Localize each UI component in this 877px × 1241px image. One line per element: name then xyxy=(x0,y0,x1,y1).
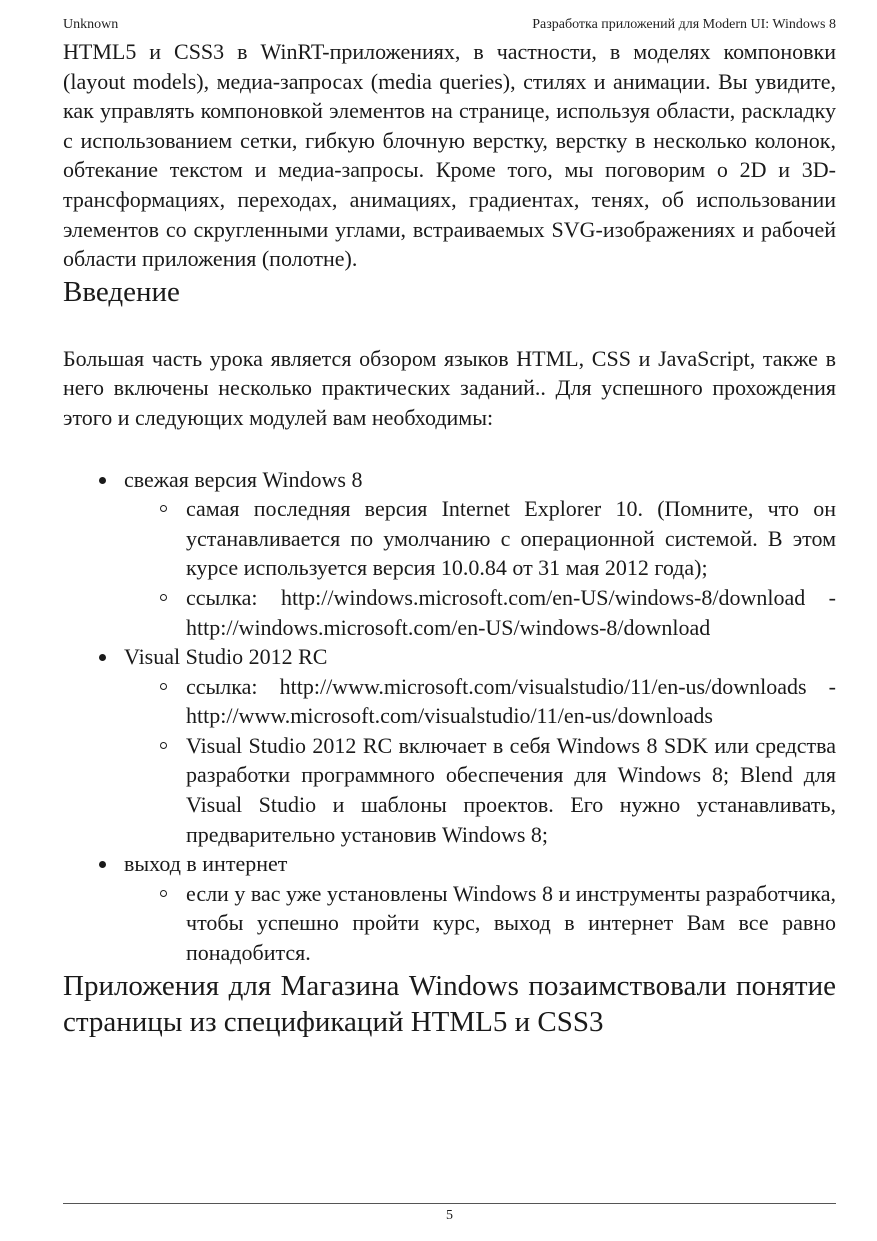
document-page xyxy=(63,0,836,1241)
bullet-circle-icon xyxy=(160,742,167,749)
sub-list-item xyxy=(186,731,836,849)
sub-list xyxy=(124,494,836,642)
list-item xyxy=(63,465,836,643)
section-heading-store-apps: Приложения для Магазина Windows позаимствовали понятие страницы из спецификаций HTML5 и CSS3 xyxy=(63,969,836,1038)
bullet-circle-icon xyxy=(160,594,167,601)
intro-paragraph: HTML5 и CSS3 в WinRT-приложениях, в частности, в моделях компоновки (layout models), медиа-запросах (media queries), стилях и анимации. Вы увидите, как управлять компоновкой элементов на странице, используя области, раскладку с использованием сетки, гибкую блочную верстку, верстку в несколько колонок, обтекание текстом и медиа-запросы. Кроме того, мы поговорим о 2D и 3D-трансформациях, переходах, анимациях, градиентах, тенях, об использовании элементов со скругленными углами, встраиваемых SVG-изображениях и рабочей области приложения (полотне). xyxy=(63,39,836,272)
sub-list-item-text: если у вас уже установлены Windows 8 и инструменты разработчика, чтобы успешно пройти курс, выход в интернет Вам все равно понадобится. xyxy=(186,880,836,966)
header-course-title: Разработка приложений для Modern UI: Windows 8 xyxy=(532,17,836,32)
list-item-label: Visual Studio 2012 RC xyxy=(124,644,328,670)
bullet-disc-icon xyxy=(99,861,106,868)
introduction-paragraph: Большая часть урока является обзором языков HTML, CSS и JavaScript, также в него включены несколько практических заданий.. Для успешного прохождения этого и следующих модулей вам необходимы: xyxy=(63,345,836,430)
sub-list-item-text: Visual Studio 2012 RC включает в себя Windows 8 SDK или средства разработки программного обеспечения для Windows 8; Blend для Visual Studio и шаблоны проектов. Его нужно устанавливать, предварительно установив Windows 8; xyxy=(186,732,836,847)
header-author: Unknown xyxy=(63,17,119,32)
list-item xyxy=(63,849,836,967)
requirements-list xyxy=(63,465,836,968)
bullet-circle-icon xyxy=(160,505,167,512)
sub-list-item-text: ссылка: http://www.microsoft.com/visualstudio/11/en-us/downloads - http://www.microsoft.com/visualstudio/11/en-us/downloads xyxy=(186,673,836,729)
sub-list xyxy=(124,672,836,850)
page-number: 5 xyxy=(446,1208,453,1223)
bullet-circle-icon xyxy=(160,683,167,690)
running-header xyxy=(63,16,836,34)
bullet-disc-icon xyxy=(99,654,106,661)
sub-list-item xyxy=(186,583,836,642)
sub-list-item xyxy=(186,494,836,583)
list-item xyxy=(63,642,836,849)
section-heading-introduction: Введение xyxy=(63,275,180,308)
bullet-circle-icon xyxy=(160,890,167,897)
list-item-label: свежая версия Windows 8 xyxy=(124,466,363,492)
footer-divider xyxy=(63,1203,836,1204)
sub-list-item xyxy=(186,672,836,731)
body-text xyxy=(63,37,836,1040)
sub-list-item-text: самая последняя версия Internet Explorer 10. (Помните, что он устанавливается по умолчанию с операционной системой. В этом курсе используется версия 10.0.84 от 31 мая 2012 года); xyxy=(186,496,836,581)
bullet-disc-icon xyxy=(99,477,106,484)
sub-list-item-text: ссылка: http://windows.microsoft.com/en-US/windows-8/download - http://windows.microsoft.com/en-US/windows-8/download xyxy=(186,584,836,640)
list-item-label: выход в интернет xyxy=(124,851,288,877)
sub-list xyxy=(124,879,836,968)
sub-list-item xyxy=(186,879,836,968)
